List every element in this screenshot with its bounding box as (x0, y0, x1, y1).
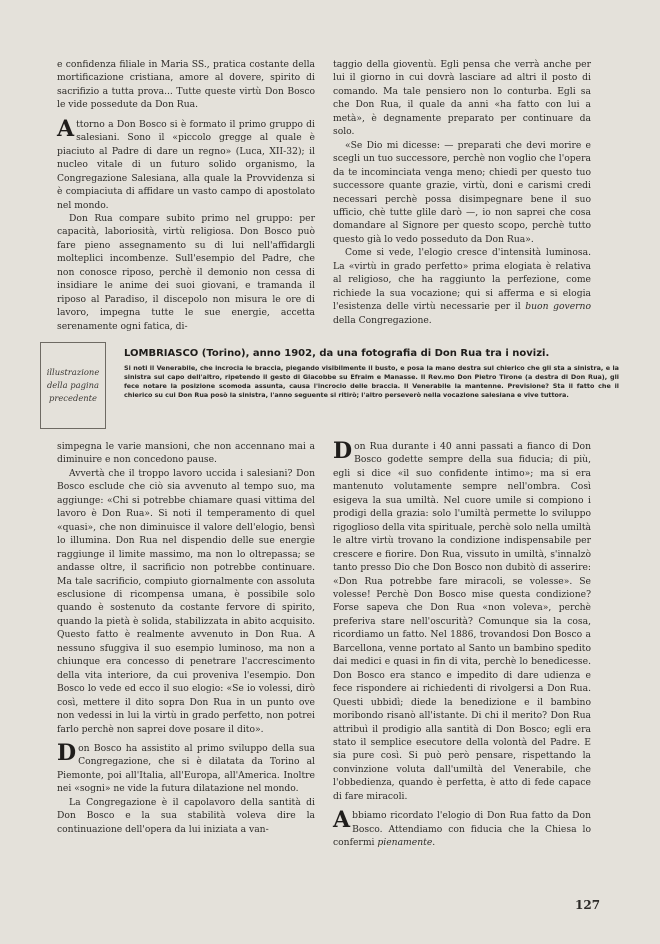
paragraph: La Congregazione è il capolavoro della santità di Don Bosco e la sua stabilità voleva dire la continuazione dell'opera da lui iniziata a van- (57, 796, 315, 835)
figure-caption (40, 342, 619, 432)
italic-phrase: pienamente (377, 837, 433, 849)
caption-title: LOMBRIASCO (Torino), anno 1902, da una fotografia di Don Rua tra i novizi. (124, 348, 550, 359)
paragraph: Don Rua compare subito primo nel gruppo: per capacità, laboriosità, virtù religiosa. Don Bosco può fare pieno assegnamento su di lui nell'affidargli molteplici incombenze. Sull'esempio del Padre, che non conosce riposo, perchè il demonio non cessa di insidiare le anime dei suoi giovani, e tramanda il riposo al Paradiso, il discepolo non misura le ore di lavoro, impegna tutte le sue energie, accetta serenamente ogni fatica, di- (57, 212, 315, 332)
caption-text: Si noti il Venerabile, che incrocia le braccia, piegando visibilmente il busto, e posa la mano destra sul chierico che gli sta a sinistra, e la sinistra sul capo dell'altro, ripetendo il gesto di Giacobbe su Efraim e Manasse. Il Rev.mo Don Pietro Tirone (a destra di Don Rua), gli fece notare la posizione scomoda assunta, causa l'incrocio delle braccia. Il Venerabile la mantenne. Previsione? Sta il fatto che il chierico su cui Don Rua posò la sinistra, l'anno seguente si ritirò; l'altro perseverò nella vocazione salesiana e vive tuttora. (124, 364, 619, 400)
paragraph: simpegna le varie mansioni, che non accennano mai a diminuire e non concedono pause. (57, 441, 315, 466)
caption-side-label: illustrazione della pagina precedente (40, 342, 106, 429)
text-column-bottom-left (57, 440, 315, 836)
drop-cap: A (57, 115, 75, 142)
paragraph: Don Rua durante i 40 anni passati a fianco di Don Bosco godette sempre della sua fiducia; di più, egli si dice «il suo confidente intimo»; ma si era mantenuto volutamente sempre nell'ombra. Così esigeva la sua umiltà. Nel cuore umile si compiono i prodigi della grazia: solo l'umiltà permette lo sviluppo rigoglioso della vita spirituale, perchè solo nella umiltà le altre virtù trovano la condizione indispensabile per crescere e fiorire. Don Rua, vissuto in umiltà, s'innalzò tanto presso Dio che Don Bosco non dubitò di asserire: «Don Rua potrebbe fare miracoli, se volesse». Se volesse! Perchè Don Bosco mise questa condizione? Forse sapeva che Don Rua «non voleva», perchè preferiva stare nell'oscurità? Comunque sia la cosa, ricordiamo un fatto. Nel 1886, trovandosi Don Bosco a Barcellona, venne portato al Santo un bambino spedito dai medici e quasi in fin di vita, perchè lo benedicesse. Don Bosco era stanco e impedito di dare udienza e fece rispondere ai richiedenti di rivolgersi a Don Rua. Questi ubbidì; diede la benedizione e il bambino moribondo risanò all'istante. Di chi il merito? Don Rua attribuì il prodigio alla santità di Don Bosco; egli era stato il semplice esecutore della volontà del Padre. E sia pure così. Si può però pensare, rispettando la convinzione voluta dall'umiltà del Venerabile, che l'obbedienza, quando è perfetta, è atto di fede capace di fare miracoli. (333, 438, 591, 802)
paragraph: Don Bosco ha assistito al primo sviluppo della sua Congregazione, che si è dilatata da Torino al Piemonte, poi all'Italia, all'Europa, all'America. Inoltre nei «sogni» ne vide la futura dilatazione nel mondo. (57, 739, 315, 795)
paragraph: e confidenza filiale in Maria SS., pratica costante della mortificazione cristiana, amore al dovere, spirito di sacrifizio a tutta prova... Tutte queste virtù Don Bosco le vide possedute da Don Rua. (57, 59, 315, 111)
text-column-top-right (333, 58, 591, 327)
paragraph: «Se Dio mi dicesse: — preparati che devi morire e scegli un tuo successore, perchè non voglio che l'opera da te incominciata venga meno; chiedi per questo tuo successore quante grazie, virtù, doni e carismi credi necessari perchè possa disimpegnare bene il suo ufficio, chè tutte glile darò —, io non saprei che cosa domandare al Signore per questo scopo, perchè tutto questo già lo vedo posseduto da Don Rua». (333, 139, 591, 245)
drop-cap: D (333, 438, 353, 464)
italic-phrase: buon governo (525, 301, 591, 313)
paragraph: Come si vede, l'elogio cresce d'intensità luminosa. La «virtù in grado perfetto» prima elogiata è relativa al religioso, che ha raggiunto la perfezione, come richiede la sua vocazione; qui si afferma e si elogia l'esistenza delle virtù necessarie per il buon governo della Congregazione. (333, 247, 591, 326)
page-number: 127 (575, 898, 601, 912)
paragraph: taggio della gioventù. Egli pensa che verrà anche per lui il giorno in cui dovrà lasciare ad altri il posto di comando. Ma tale pensiero non lo conturba. Egli sa che Don Rua, il quale da anni «ha fatto con lui a metà», è degnamente preparato per continuare da solo. (333, 59, 591, 138)
drop-cap: A (333, 807, 351, 834)
drop-cap: D (57, 739, 77, 766)
text-column-top-left (57, 58, 315, 333)
text-column-bottom-right (333, 440, 591, 850)
paragraph: Avvertà che il troppo lavoro uccida i salesiani? Don Bosco esclude che ciò sia avvenuto al tempo suo, ma aggiunge: «Chi si potrebbe chiamare quasi vittima del lavoro è Don Rua». Si noti il temperamento di quel «quasi», che non diminuisce il valore dell'elogio, bensì lo illumina. Don Rua nel dispendio delle sue energie raggiunge il limite massimo, ma non lo oltrepassa; se andasse oltre, il sacrificio non potrebbe continuare. Ma tale sacrificio, compiuto giornalmente con assoluta esclusione di ricompensa umana, è possibile solo quando è sostenuto da costante fervore di spirito, quando la pietà è solida, stabilizzata in abito acquisito. Questo fatto è realmente avvenuto in Don Rua. A nessuno sfuggiva il suo esempio luminoso, ma non a chiunque era concesso di penetrare l'accrescimento della vita interiore, da cui proveniva l'esempio. Don Bosco lo vede ed ecco il suo elogio: «Se io volessi, dirò così, mettere il dito sopra Don Rua in un punto ove non vedessi in lui la virtù in grado perfetto, non potrei farlo perchè non saprei dove posare il dito». (57, 467, 315, 735)
paragraph: Attorno a Don Bosco si è formato il primo gruppo di salesiani. Sono il «piccolo gregge al quale è piaciuto al Padre di dare un regno» (Luca, XII-32); il nucleo vitale di un futuro solido organismo, la Congregazione Salesiana, alla quale la Provvidenza si è compiaciuta di affidare un vasto campo di apostolato nel mondo. (57, 115, 315, 211)
paragraph: Abbiamo ricordato l'elogio di Don Rua fatto da Don Bosco. Attendiamo con fiducia che la Chiesa lo confermi pienamente. (333, 807, 591, 849)
